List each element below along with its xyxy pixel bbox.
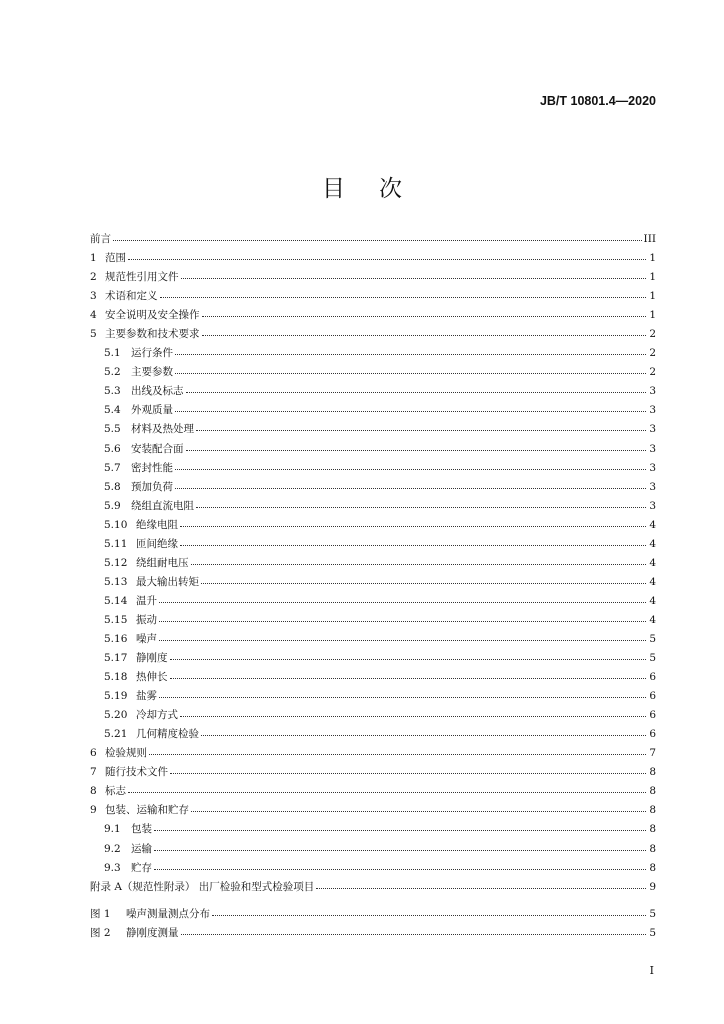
toc-entry[interactable] (90, 267, 656, 286)
entry-page: 6 (649, 709, 656, 722)
entry-page: 4 (649, 537, 656, 550)
entry-page: 1 (649, 290, 656, 303)
dot-leader (170, 647, 647, 660)
toc-entry[interactable] (90, 877, 656, 896)
toc-entry[interactable] (90, 248, 656, 267)
entry-page: 9 (649, 880, 656, 893)
toc-entry[interactable] (90, 923, 656, 942)
entry-title: 规范性引用文件 (105, 271, 179, 284)
standard-code: JB/T 10801.4—2020 (539, 94, 656, 108)
entry-page: 5 (649, 908, 656, 920)
table-of-contents (90, 229, 656, 896)
toc-entry[interactable] (90, 439, 656, 458)
entry-title: 主要参数和技术要求 (105, 328, 200, 341)
dot-leader (175, 399, 646, 412)
dot-leader (181, 266, 647, 279)
entry-page: 8 (649, 804, 656, 817)
entry-number: 9 (90, 804, 97, 817)
entry-number: 6 (90, 747, 97, 760)
toc-entry[interactable] (90, 343, 656, 362)
entry-title: 前言 (90, 233, 111, 245)
entry-title: 噪声 (136, 632, 157, 645)
dot-leader (160, 285, 647, 298)
entry-number: 5.15 (104, 613, 128, 626)
entry-title: 安全说明及安全操作 (105, 309, 200, 322)
dot-leader (180, 533, 646, 546)
entry-page: 4 (649, 518, 656, 531)
toc-entry[interactable] (90, 305, 656, 324)
toc-entry[interactable] (90, 705, 656, 724)
entry-number: 5.16 (104, 632, 128, 645)
entry-page: 2 (649, 366, 656, 379)
entry-title: 绝缘电阻 (136, 518, 178, 531)
entry-page: 8 (649, 842, 656, 855)
entry-page: 6 (649, 671, 656, 684)
entry-title: 绕组耐电压 (136, 556, 189, 569)
entry-page: 7 (649, 747, 656, 760)
entry-number: 5.12 (104, 556, 128, 569)
entry-number: 9.1 (104, 823, 121, 836)
entry-page: 3 (649, 385, 656, 398)
entry-number: 8 (90, 785, 97, 798)
entry-number: 图 1 (90, 908, 111, 920)
entry-number: 5.17 (104, 652, 128, 665)
toc-entry[interactable] (90, 743, 656, 762)
toc-entry[interactable] (90, 381, 656, 400)
entry-number: 5.14 (104, 594, 128, 607)
entry-title: 安装配合面 (131, 442, 184, 455)
toc-entry[interactable] (90, 515, 656, 534)
entry-number: 5.3 (104, 385, 121, 398)
entry-number: 5.2 (104, 366, 121, 379)
entry-title: 范围 (105, 252, 126, 265)
entry-page: 3 (649, 461, 656, 474)
entry-number: 4 (90, 309, 97, 322)
entry-title: 绕组直流电阻 (131, 499, 194, 512)
dot-leader (201, 571, 646, 584)
entry-title: 密封性能 (131, 461, 173, 474)
toc-entry[interactable] (90, 904, 656, 923)
entry-title: 检验规则 (105, 747, 147, 760)
toc-entry[interactable] (90, 648, 656, 667)
entry-page: 2 (649, 347, 656, 360)
dot-leader (113, 228, 642, 241)
dot-leader (196, 495, 646, 508)
entry-number: 9.3 (104, 861, 121, 874)
entry-page: 1 (649, 309, 656, 322)
entry-title: 几何精度检验 (136, 728, 199, 741)
toc-entry[interactable] (90, 400, 656, 419)
dot-leader (159, 628, 646, 641)
dot-leader (181, 922, 647, 935)
toc-entry[interactable] (90, 324, 656, 343)
entry-title: 静刚度 (136, 652, 168, 665)
figure-list (90, 904, 656, 942)
toc-entry[interactable] (90, 610, 656, 629)
toc-entry[interactable] (90, 286, 656, 305)
dot-leader (202, 323, 647, 336)
entry-title: 包装、运输和贮存 (105, 804, 189, 817)
entry-page: 1 (649, 252, 656, 265)
entry-title: 冷却方式 (136, 709, 178, 722)
toc-entry[interactable] (90, 419, 656, 438)
toc-entry[interactable] (90, 534, 656, 553)
entry-number: 5.20 (104, 709, 128, 722)
dot-leader (170, 666, 647, 679)
entry-number: 图 2 (90, 927, 111, 940)
entry-page: 5 (649, 652, 656, 665)
toc-entry[interactable] (90, 572, 656, 591)
toc-entry[interactable] (90, 496, 656, 515)
entry-page: 5 (649, 632, 656, 645)
entry-page: 4 (649, 575, 656, 588)
entry-number: 3 (90, 290, 97, 303)
toc-entry[interactable] (90, 477, 656, 496)
entry-page: 3 (649, 480, 656, 493)
dot-leader (186, 438, 647, 451)
entry-page: 1 (649, 271, 656, 284)
entry-number: 5.6 (104, 442, 121, 455)
dot-leader (180, 514, 646, 527)
entry-page: 4 (649, 594, 656, 607)
dot-leader (191, 799, 646, 812)
entry-title: 盐雾 (136, 690, 157, 703)
entry-page: 3 (649, 442, 656, 455)
toc-entry[interactable] (90, 858, 656, 877)
entry-page: 3 (649, 423, 656, 436)
toc-entry[interactable] (90, 819, 656, 838)
entry-title: 预加负荷 (131, 480, 173, 493)
entry-title: 术语和定义 (105, 290, 158, 303)
entry-number: 9.2 (104, 842, 121, 855)
entry-page: 4 (649, 556, 656, 569)
dot-leader (196, 418, 646, 431)
dot-leader (175, 342, 646, 355)
entry-number: 2 (90, 271, 97, 284)
entry-number: 5.18 (104, 671, 128, 684)
dot-leader (149, 742, 646, 755)
entry-number: 5.10 (104, 518, 128, 531)
entry-title: 运输 (131, 842, 152, 855)
entry-title: 最大输出转矩 (136, 575, 199, 588)
entry-page: 6 (649, 690, 656, 703)
entry-page: 8 (649, 861, 656, 874)
entry-page: III (643, 233, 656, 245)
entry-title: 出线及标志 (131, 385, 184, 398)
page-title: 目次 (322, 176, 436, 202)
toc-entry[interactable] (90, 762, 656, 781)
dot-leader (154, 818, 646, 831)
entry-number: 5.19 (104, 690, 128, 703)
page-number: I (649, 964, 654, 977)
entry-number: 5 (90, 328, 97, 341)
entry-page: 8 (649, 766, 656, 779)
toc-entry[interactable] (90, 667, 656, 686)
dot-leader (159, 609, 646, 622)
entry-page: 2 (649, 328, 656, 341)
entry-page: 5 (649, 927, 656, 940)
entry-page: 3 (649, 404, 656, 417)
dot-leader (180, 704, 646, 717)
toc-entry[interactable] (90, 839, 656, 858)
dot-leader (175, 476, 646, 489)
entry-title: 振动 (136, 613, 157, 626)
entry-number: 7 (90, 766, 97, 779)
entry-title: 标志 (105, 785, 126, 798)
entry-number: 5.21 (104, 728, 128, 741)
dot-leader (212, 903, 646, 916)
entry-number: 5.13 (104, 575, 128, 588)
entry-title: 随行技术文件 (105, 766, 168, 779)
entry-title: 附录 A（规范性附录） 出厂检验和型式检验项目 (90, 880, 315, 893)
entry-number: 5.1 (104, 347, 121, 360)
entry-title: 主要参数 (131, 366, 173, 379)
dot-leader (316, 876, 646, 889)
entry-title: 包装 (131, 823, 152, 836)
entry-page: 3 (649, 499, 656, 512)
dot-leader (159, 590, 646, 603)
dot-leader (154, 838, 646, 851)
entry-page: 6 (649, 728, 656, 741)
dot-leader (170, 761, 646, 774)
entry-number: 5.4 (104, 404, 121, 417)
dot-leader (175, 457, 646, 470)
dot-leader (128, 247, 646, 260)
entry-title: 热伸长 (136, 671, 168, 684)
entry-title: 温升 (136, 594, 157, 607)
entry-number: 5.8 (104, 480, 121, 493)
entry-number: 5.9 (104, 499, 121, 512)
entry-page: 8 (649, 785, 656, 798)
entry-title: 贮存 (131, 861, 152, 874)
toc-entry[interactable] (90, 800, 656, 819)
toc-entry[interactable] (90, 724, 656, 743)
entry-page: 4 (649, 613, 656, 626)
dot-leader (154, 857, 646, 870)
dot-leader (159, 685, 646, 698)
toc-entry[interactable] (90, 591, 656, 610)
dot-leader (175, 361, 646, 374)
toc-entry[interactable] (90, 458, 656, 477)
entry-title: 外观质量 (131, 404, 173, 417)
dot-leader (191, 552, 647, 565)
entry-page: 8 (649, 823, 656, 836)
entry-number: 5.5 (104, 423, 121, 436)
entry-number: 1 (90, 252, 97, 265)
toc-entry[interactable] (90, 229, 656, 248)
toc-entry[interactable] (90, 686, 656, 705)
entry-title: 匝间绝缘 (136, 537, 178, 550)
dot-leader (201, 723, 646, 736)
toc-entry[interactable] (90, 553, 656, 572)
toc-entry[interactable] (90, 362, 656, 381)
dot-leader (128, 780, 646, 793)
toc-entry[interactable] (90, 781, 656, 800)
dot-leader (202, 304, 647, 317)
entry-title: 材料及热处理 (131, 423, 194, 436)
entry-number: 5.11 (104, 537, 128, 550)
entry-title: 噪声测量测点分布 (126, 908, 210, 920)
entry-title: 运行条件 (131, 347, 173, 360)
entry-title: 静刚度测量 (126, 927, 179, 940)
toc-entry[interactable] (90, 629, 656, 648)
dot-leader (186, 380, 647, 393)
entry-number: 5.7 (104, 461, 121, 474)
